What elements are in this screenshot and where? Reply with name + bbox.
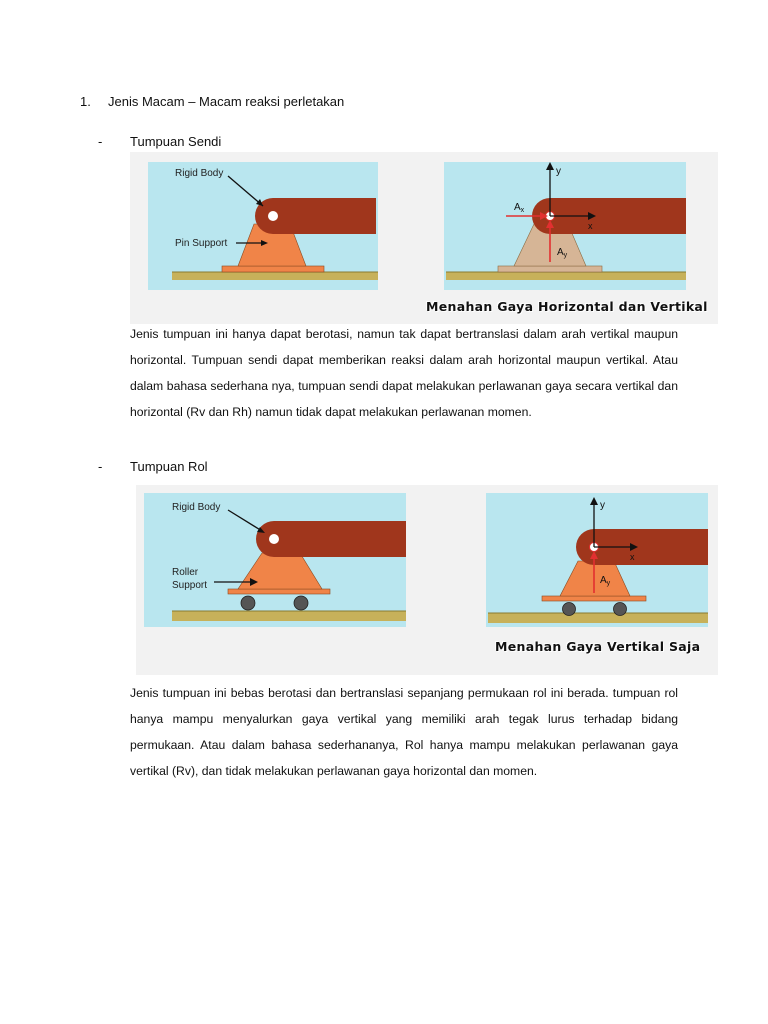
caption-sendi: Menahan Gaya Horizontal dan Vertikal (426, 299, 708, 314)
ground-right (446, 272, 686, 280)
base-plate-right (498, 266, 602, 272)
bullet-dash: - (98, 134, 103, 149)
base-plate-left (222, 266, 324, 272)
label-x-axis: x (588, 221, 593, 231)
subheading-sendi-title: Tumpuan Sendi (130, 134, 222, 149)
subheading-rol (98, 459, 208, 474)
ground-right (488, 613, 708, 623)
ground-left (172, 611, 406, 621)
roller-wheel-right-2 (614, 603, 627, 616)
paragraph-rol: Jenis tumpuan ini bebas berotasi dan bertranslasi sepanjang permukaan rol ini berada. tumpuan rol hanya mampu menyalurkan gaya vertikal yang memiliki arah tegak lurus terhadap bidang permukaan. Atau dalam bahasa sederhananya, Rol hanya mampu melakukan perlawanan gaya vertikal (Rv), dan tidak melakukan perlawanan gaya horizontal dan momen. (130, 686, 678, 778)
heading-text: Jenis Macam – Macam reaksi perletakan (108, 94, 345, 109)
bullet-dash: - (98, 459, 103, 474)
pin-hole-left (269, 534, 279, 544)
label-support: Support (172, 580, 208, 591)
roller-plate-left (228, 589, 330, 594)
label-y-axis: y (556, 166, 561, 177)
roller-plate-right (542, 596, 646, 601)
roller-wheel-left-1 (241, 596, 255, 610)
label-roller: Roller (172, 567, 199, 578)
label-pin-support: Pin Support (175, 238, 228, 249)
caption-rol: Menahan Gaya Vertikal Saja (495, 639, 701, 654)
heading-number: 1. (80, 94, 91, 109)
roller-wheel-left-2 (294, 596, 308, 610)
subheading-rol-title: Tumpuan Rol (130, 459, 208, 474)
label-x-axis: x (630, 552, 635, 562)
roller-wheel-right-1 (563, 603, 576, 616)
figure-pin-support (130, 152, 718, 324)
label-ay: $A_y$ (557, 247, 568, 259)
label-ay: $A_y$ (600, 575, 611, 587)
section-heading (80, 94, 344, 109)
label-rigid-body: Rigid Body (175, 168, 224, 179)
figure-roller-support (136, 485, 718, 675)
label-ax: $A_x$ (514, 202, 525, 214)
paragraph-sendi: Jenis tumpuan ini hanya dapat berotasi, namun tak dapat bertranslasi dalam arah vertikal maupun horizontal. Tumpuan sendi dapat memberikan reaksi dalam arah horizontal maupun vertikal. Atau dalam bahasa sederhana nya, tumpuan sendi dapat melakukan perlawanan gaya secara vertikal dan horizontal (Rv dan Rh) namun tidak dapat melakukan perlawanan momen. (130, 327, 678, 419)
pin-hole-left (268, 211, 278, 221)
subheading-sendi (98, 134, 221, 149)
label-rigid-body: Rigid Body (172, 502, 221, 513)
label-y-axis: y (600, 500, 605, 511)
ground-left (172, 272, 378, 280)
